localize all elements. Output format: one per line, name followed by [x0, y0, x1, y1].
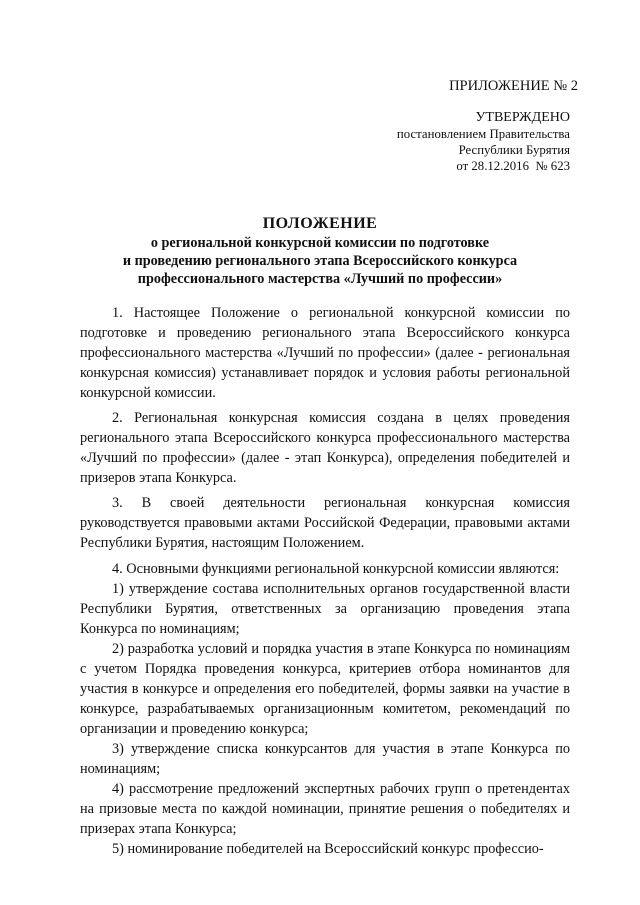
paragraph-4 — [80, 559, 570, 859]
approved-by-line-3: от 28.12.2016 № 623 — [456, 159, 570, 173]
approval-block — [397, 110, 570, 174]
title-line-3: профессионального мастерства «Лучший по профессии» — [137, 271, 503, 287]
list-item: 1) утверждение состава исполнительных органов государственной власти Республики Бурятия, ответственных за организацию проведения этапа Конкурса по номинациям; — [80, 581, 570, 637]
paragraph-text: 1. Настоящее Положение о региональной конкурсной комиссии по подготовке и проведению регионального этапа Всероссийского конкурса профессионального мастерства «Лучший по профессии» (далее - региональная конкурсная комиссия) устанавливает порядок и условия работы региональной конкурсной комиссии. — [80, 305, 570, 401]
title-line-1: о региональной конкурсной комиссии по подготовке — [150, 235, 490, 251]
list-item: 4) рассмотрение предложений экспертных рабочих групп о претендентах на призовые места по каждой номинации, принятие решения о победителях и призерах этапа Конкурса; — [80, 781, 570, 837]
paragraph-2 — [80, 408, 570, 488]
approved-by-line-1: постановлением Правительства — [396, 127, 570, 141]
approved-by-line-2: Республики Бурятия — [458, 143, 570, 157]
paragraph-3 — [80, 493, 570, 553]
paragraph-1 — [80, 303, 570, 403]
approved-label: УТВЕРЖДЕНО — [475, 110, 570, 125]
title-main: ПОЛОЖЕНИЕ — [262, 215, 378, 232]
title-line-2: и проведению регионального этапа Всероссийского конкурса — [122, 253, 518, 269]
document-title — [0, 213, 640, 288]
list-item: 3) утверждение списка конкурсантов для участия в этапе Конкурса по номинациям; — [80, 741, 570, 777]
appendix-label: ПРИЛОЖЕНИЕ № 2 — [449, 78, 578, 94]
paragraph-text: 4. Основными функциями региональной конкурсной комиссии являются: — [112, 561, 560, 577]
paragraph-text: 3. В своей деятельности региональная конкурсная комиссия руководствуется правовыми актами Российской Федерации, правовыми актами Республики Бурятия, настоящим Положением. — [80, 495, 570, 551]
paragraph-text: 2. Региональная конкурсная комиссия создана в целях проведения регионального этапа Всероссийского конкурса профессионального мастерства «Лучший по профессии» (далее - этап Конкурса), определения победителей и призеров этапа Конкурса. — [80, 410, 570, 486]
list-item: 2) разработка условий и порядка участия в этапе Конкурса по номинациям с учетом Порядка проведения конкурса, критериев отбора номинантов для участия в конкурсе и определения его победителей, формы заявки на участие в конкурсе, разрабатываемых организационным комитетом, рекомендаций по организации и проведению конкурса; — [80, 641, 570, 737]
list-item: 5) номинирование победителей на Всероссийский конкурс профессио- — [112, 841, 544, 857]
